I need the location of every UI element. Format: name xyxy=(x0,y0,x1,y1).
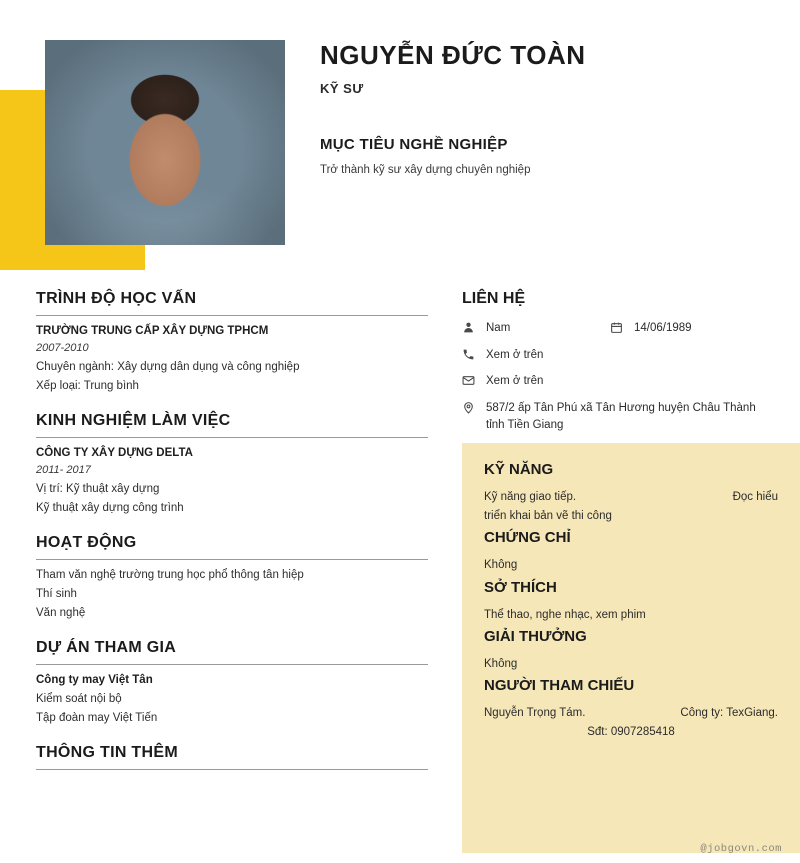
skills-content xyxy=(484,488,778,525)
contact-row-phone xyxy=(462,347,780,364)
page-title: NGUYỄN ĐỨC TOÀN xyxy=(320,40,586,70)
education-school: TRƯỜNG TRUNG CẤP XÂY DỰNG TPHCM xyxy=(36,325,269,337)
phone-icon xyxy=(462,347,486,361)
certificates-text: Không xyxy=(484,559,518,572)
reference-phone: Sđt: 0907285418 xyxy=(587,725,675,738)
header-text-block xyxy=(320,40,780,176)
hobbies-text: Thể thao, nghe nhạc, xem phim xyxy=(484,608,646,621)
section-activities xyxy=(36,534,428,619)
list-item: Kiểm soát nội bộ xyxy=(36,693,122,705)
section-title-activities: HOẠT ĐỘNG xyxy=(36,534,137,551)
watermark: @jobgovn.com xyxy=(700,843,782,855)
awards-text: Không xyxy=(484,657,518,670)
right-column xyxy=(462,278,800,853)
divider xyxy=(36,664,428,665)
divider xyxy=(36,437,428,438)
list-item: Thí sinh xyxy=(36,588,77,600)
experience-company: CÔNG TY XÂY DỰNG DELTA xyxy=(36,447,193,459)
section-title-certificates: CHỨNG CHỈ xyxy=(484,529,571,547)
section-projects xyxy=(36,639,428,724)
education-major: Chuyên ngành: Xây dựng dân dụng và công nghiệp xyxy=(36,361,300,373)
job-title: KỸ SƯ xyxy=(320,81,364,97)
section-title-more-info: THÔNG TIN THÊM xyxy=(36,744,178,761)
location-pin-icon xyxy=(462,400,486,414)
person-icon xyxy=(462,320,486,337)
divider xyxy=(36,559,428,560)
contact-phone[interactable]: Xem ở trên xyxy=(486,348,544,361)
cv-header xyxy=(0,0,800,278)
section-title-experience: KINH NGHIỆM LÀM VIỆC xyxy=(36,412,231,429)
divider xyxy=(36,769,428,770)
left-column xyxy=(0,278,462,853)
list-item: Tham văn nghệ trường trung học phổ thông tân hiệp xyxy=(36,569,304,581)
contact-gender: Nam xyxy=(486,322,511,334)
reference-company: Công ty: TexGiang. xyxy=(680,707,778,720)
skill-line: Kỹ năng giao tiếp. xyxy=(484,491,577,504)
contact-row-address xyxy=(462,400,780,433)
experience-detail: Kỹ thuật xây dựng công trình xyxy=(36,502,184,514)
contact-row-email xyxy=(462,373,780,390)
section-title-contact: LIÊN HỆ xyxy=(462,290,526,307)
section-title-hobbies: SỞ THÍCH xyxy=(484,578,557,596)
cv-body xyxy=(0,278,800,853)
skill-line: triển khai bản vẽ thi công xyxy=(484,509,612,522)
project-name: Công ty may Việt Tân xyxy=(36,674,153,686)
photo-vignette xyxy=(45,40,285,245)
section-experience xyxy=(36,412,428,514)
objective-heading: MỤC TIÊU NGHỀ NGHIỆP xyxy=(320,136,508,154)
section-title-awards: GIẢI THƯỞNG xyxy=(484,627,587,645)
experience-date: 2011- 2017 xyxy=(36,464,91,476)
education-rank: Xếp loại: Trung bình xyxy=(36,380,139,392)
list-item: Văn nghệ xyxy=(36,607,86,619)
section-title-skills: KỸ NĂNG xyxy=(484,461,554,479)
contact-address: 587/2 ấp Tân Phú xã Tân Hương huyện Châu Thành tỉnh Tiền Giang xyxy=(486,402,756,431)
section-title-education: TRÌNH ĐỘ HỌC VẤN xyxy=(36,290,197,307)
objective-text: Trở thành kỹ sư xây dựng chuyên nghiệp xyxy=(320,164,531,177)
reference-row xyxy=(484,704,778,722)
envelope-icon xyxy=(462,373,486,387)
section-title-references: NGƯỜI THAM CHIẾU xyxy=(484,677,635,695)
education-date: 2007-2010 xyxy=(36,342,89,354)
reference-person: Nguyễn Trọng Tám. xyxy=(484,707,586,720)
contact-birthday: 14/06/1989 xyxy=(634,322,692,334)
section-more-info xyxy=(36,744,428,770)
skills-panel xyxy=(462,443,800,853)
section-title-projects: DỰ ÁN THAM GIA xyxy=(36,639,177,656)
contact-email[interactable]: Xem ở trên xyxy=(486,375,544,388)
experience-position: Vị trí: Kỹ thuật xây dựng xyxy=(36,483,160,495)
avatar xyxy=(45,40,285,245)
contact-row-gender-birthday xyxy=(462,320,780,337)
divider xyxy=(36,315,428,316)
skill-line-right: Đọc hiểu xyxy=(732,491,778,504)
calendar-icon xyxy=(610,320,634,337)
list-item: Tập đoàn may Việt Tiến xyxy=(36,712,158,724)
section-education xyxy=(36,290,428,392)
section-contact xyxy=(462,278,800,433)
